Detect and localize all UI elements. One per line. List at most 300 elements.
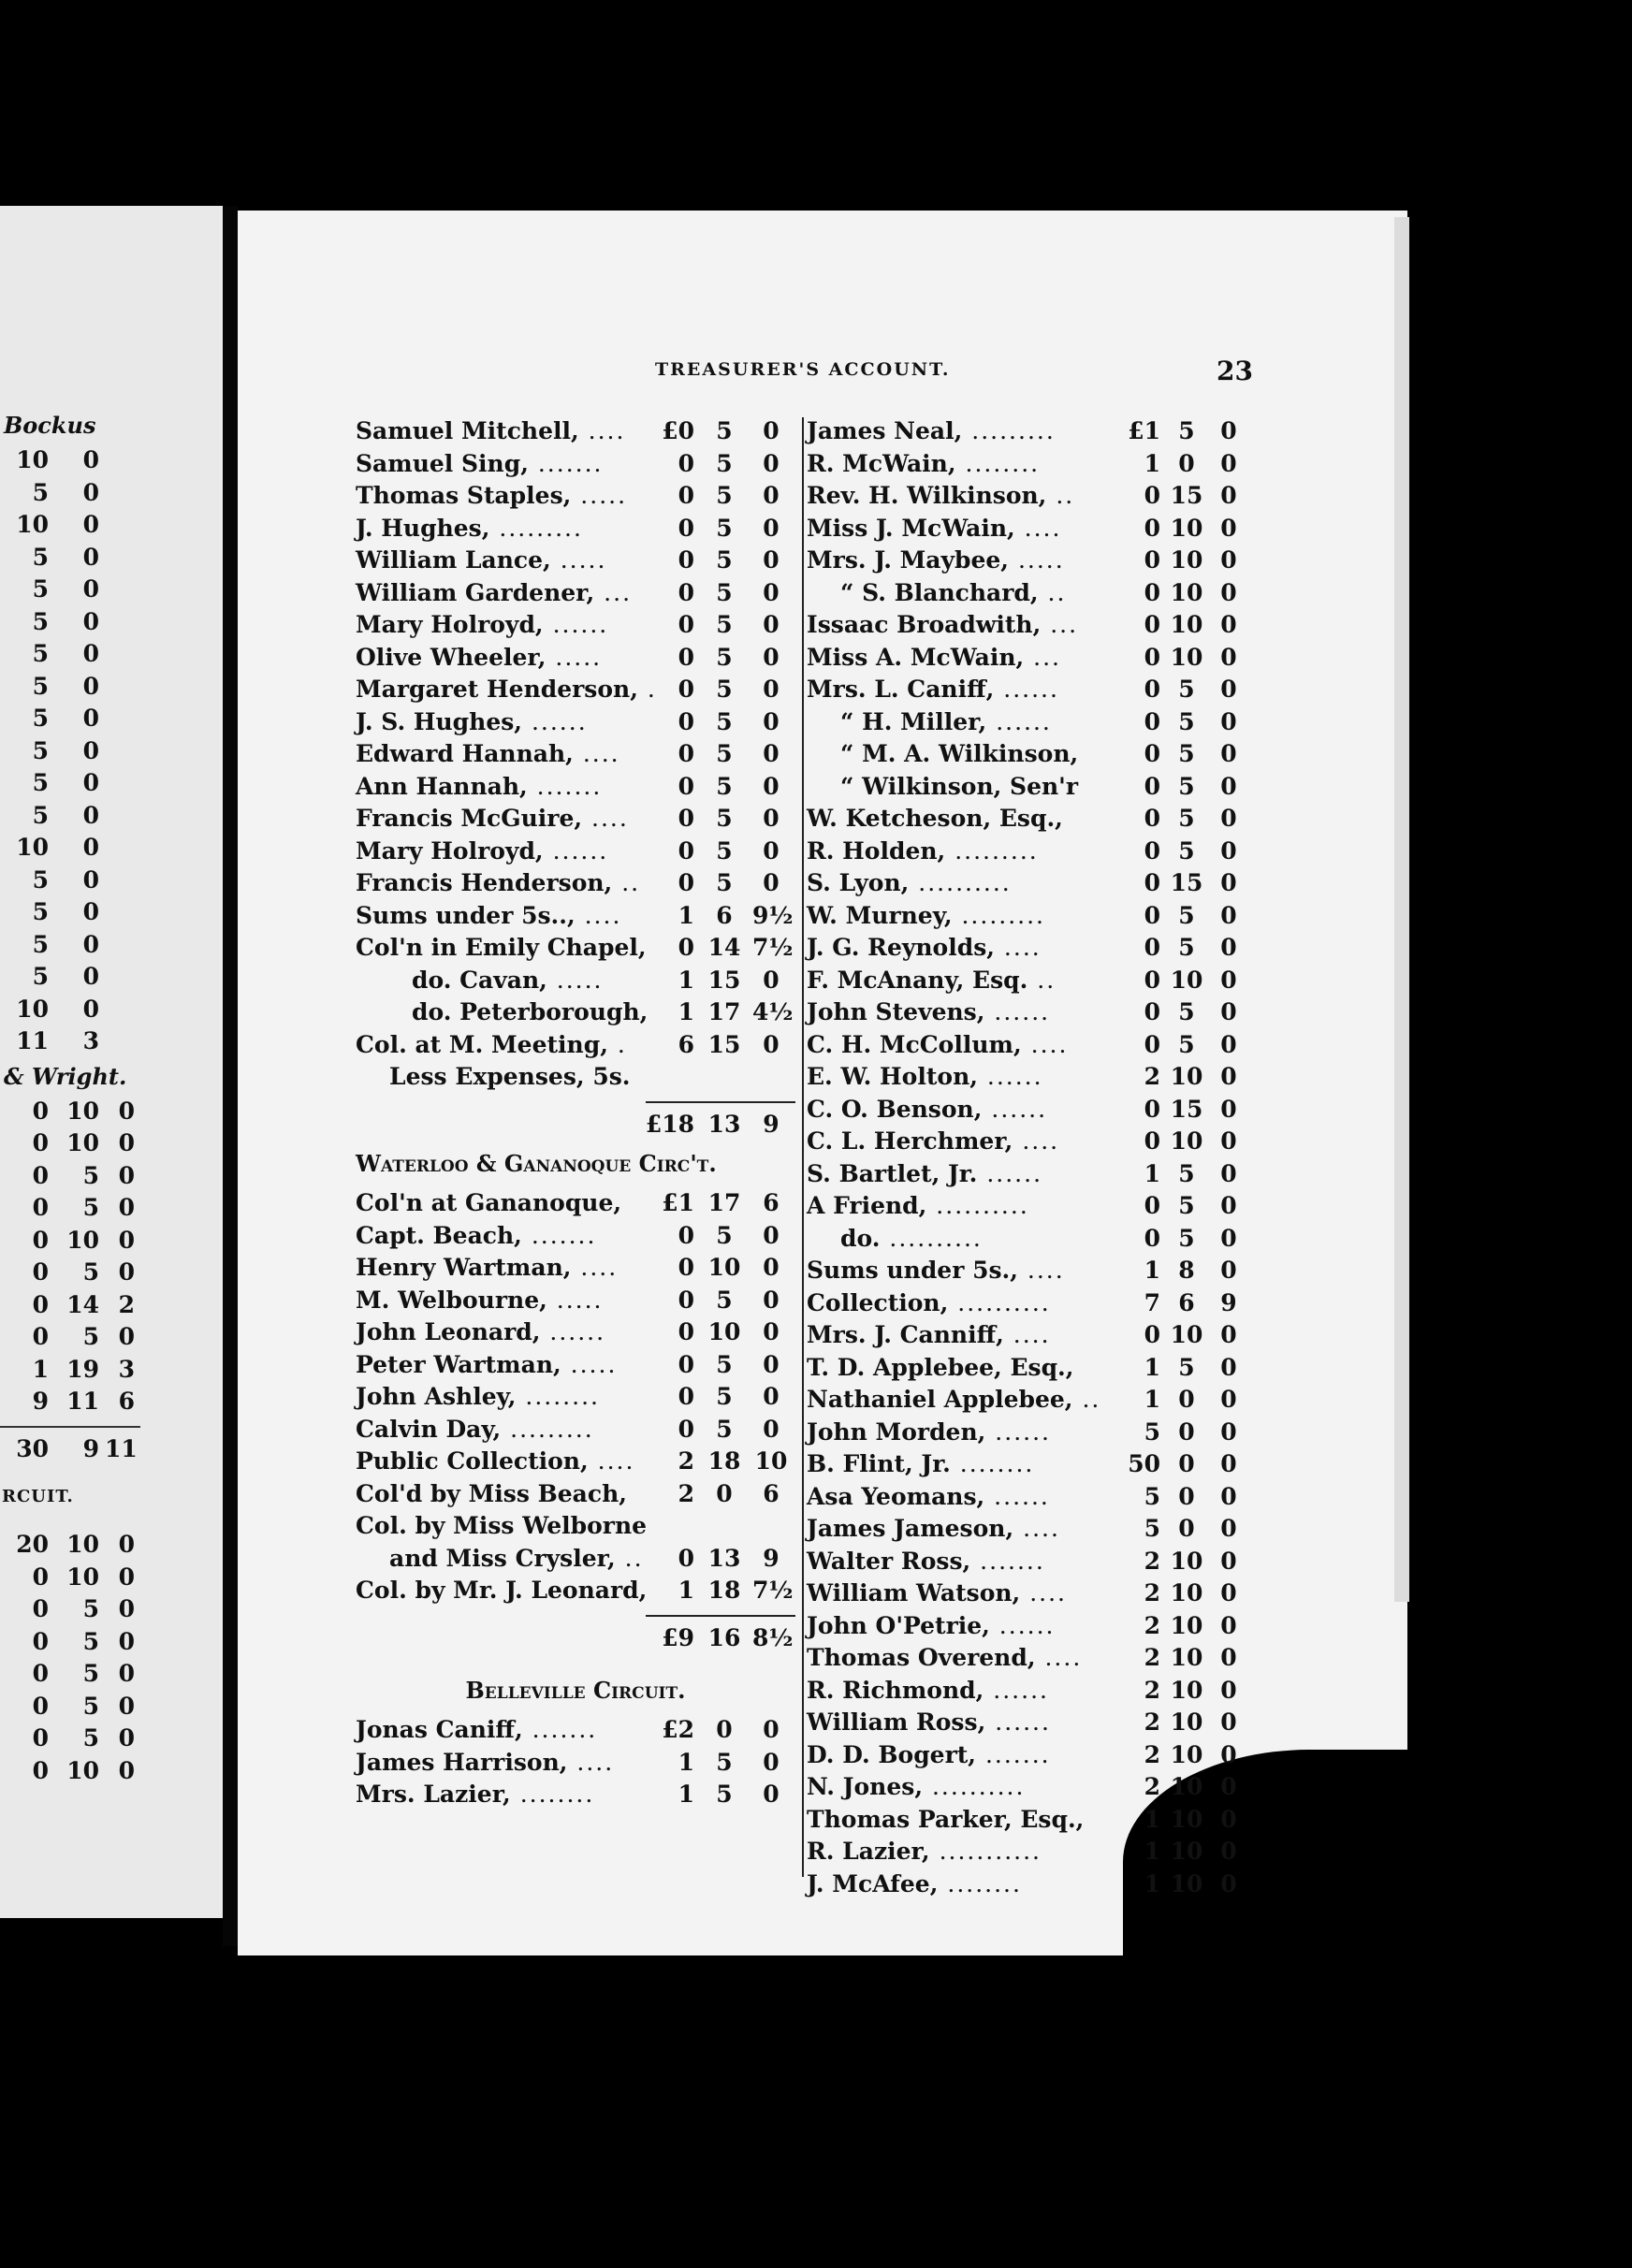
- donor-row: [356, 1714, 795, 1747]
- left-page-amount: 0: [32, 1258, 49, 1286]
- dot-leader: .........: [962, 417, 1056, 444]
- left-page-amount: 0: [82, 995, 99, 1023]
- page-edge-shadow: [1394, 217, 1409, 1602]
- total-shillings: 13: [707, 1110, 741, 1138]
- amount-pence: 0: [763, 707, 780, 735]
- amount-shillings: 10: [1170, 966, 1203, 994]
- total-pounds: £18: [645, 1110, 694, 1138]
- donor-row: [356, 738, 795, 771]
- donor-name-text: Col. by Mr. J. Leonard,: [356, 1577, 648, 1604]
- amount-pounds: 1: [1144, 1805, 1160, 1833]
- left-page-amount: 0: [118, 1756, 135, 1784]
- left-page-amount: 5: [32, 865, 49, 894]
- amount-pence: 0: [763, 482, 780, 509]
- amount-pounds: 2: [1144, 1579, 1160, 1606]
- left-page-row: [0, 1755, 215, 1788]
- donor-row: [807, 577, 1246, 610]
- amount-pence: 0: [1220, 1321, 1237, 1348]
- amount-pence: 0: [1220, 1353, 1237, 1381]
- left-page-amount: 0: [32, 1724, 49, 1752]
- amount-pounds: 0: [1144, 611, 1160, 638]
- left-page-row: [0, 1127, 215, 1160]
- amount-pence: 0: [763, 869, 780, 896]
- amount-pence: 0: [1220, 1611, 1237, 1639]
- left-page-row: [0, 1289, 215, 1322]
- amount-pence: 4½: [752, 998, 794, 1025]
- amount-pounds: 0: [678, 482, 694, 509]
- left-page-amount: 14: [66, 1290, 99, 1318]
- donor-name-text: James Jameson,: [807, 1515, 1014, 1542]
- amount-pounds: 50: [1128, 1450, 1160, 1477]
- amount-pounds: 2: [678, 1447, 694, 1475]
- amount-shillings: 0: [1178, 1386, 1195, 1413]
- amount-pounds: 0: [1144, 1192, 1160, 1219]
- donor-row: [356, 1381, 795, 1414]
- amount-shillings: 8: [1178, 1257, 1195, 1284]
- donor-name: [356, 1349, 617, 1382]
- book-gutter: [223, 206, 238, 1946]
- left-page-amount: 20: [16, 1531, 49, 1558]
- left-page-amount: 0: [32, 1161, 49, 1189]
- donor-name: [356, 900, 621, 933]
- amount-shillings: 10: [1170, 1644, 1203, 1671]
- donor-name: [807, 1255, 1065, 1287]
- amount-pounds: 1: [678, 1748, 694, 1776]
- donor-name: [356, 1543, 644, 1576]
- left-page-row: [0, 638, 215, 671]
- amount-pounds: 2: [1144, 1063, 1160, 1090]
- page-number: 23: [1217, 356, 1253, 386]
- amount-shillings: 5: [716, 1350, 733, 1378]
- left-page-row: [0, 703, 215, 735]
- amount-pounds: 0: [1144, 514, 1160, 542]
- amount-pounds: 0: [678, 1318, 694, 1345]
- donor-row: [807, 1352, 1246, 1385]
- donor-name: [356, 1414, 594, 1447]
- amount-pounds: 0: [1144, 482, 1160, 509]
- donor-name: [807, 771, 1078, 804]
- dot-leader: ....: [575, 901, 622, 929]
- donor-name-text: N. Jones,: [807, 1773, 924, 1800]
- donor-row: [807, 1094, 1246, 1127]
- donor-name: [356, 1061, 631, 1094]
- left-page-amount: 0: [32, 1226, 49, 1254]
- donor-row: [807, 1610, 1246, 1643]
- donor-name-text: Mrs. L. Caniff,: [807, 676, 995, 703]
- amount-pounds: 0: [1144, 676, 1160, 703]
- dot-leader: ........: [950, 1450, 1035, 1477]
- donor-name: [807, 706, 1052, 739]
- donor-row: [356, 1252, 795, 1285]
- donor-row: [807, 1417, 1246, 1449]
- donor-name: [807, 1319, 1051, 1352]
- donor-name: [807, 1126, 1059, 1158]
- amount-shillings: 15: [1170, 869, 1203, 896]
- total-pounds: £9: [662, 1623, 694, 1651]
- amount-pence: 0: [1220, 1869, 1237, 1897]
- amount-pounds: 1: [678, 1577, 694, 1604]
- donor-row: [356, 577, 795, 610]
- donor-name: [356, 1285, 604, 1317]
- amount-pounds: 0: [1144, 578, 1160, 606]
- left-page-amount: 0: [82, 672, 99, 700]
- left-page-total-pence: 11: [105, 1434, 138, 1462]
- left-page-row: [0, 1354, 215, 1387]
- amount-shillings: 10: [1170, 514, 1203, 542]
- donor-row: [807, 803, 1246, 836]
- amount-pounds: 2: [1144, 1708, 1160, 1736]
- amount-pounds: £1: [1128, 417, 1160, 444]
- amount-pence: 0: [763, 1383, 780, 1410]
- amount-pounds: 0: [678, 1544, 694, 1572]
- amount-pounds: 1: [1144, 1159, 1160, 1187]
- amount-pounds: £2: [662, 1716, 694, 1743]
- amount-pence: 0: [1220, 417, 1237, 444]
- amount-pounds: 0: [678, 707, 694, 735]
- facing-page-left: [0, 206, 223, 1918]
- donor-name-text: Samuel Sing,: [356, 449, 529, 477]
- donor-name: [807, 1771, 1025, 1804]
- amount-pounds: 0: [1144, 707, 1160, 735]
- total-pence: 9: [763, 1110, 780, 1138]
- amount-pence: 0: [763, 611, 780, 638]
- donor-name: [807, 1352, 1073, 1385]
- amount-pence: 0: [1220, 611, 1237, 638]
- left-page-amount: 0: [118, 1097, 135, 1125]
- donor-name: [356, 577, 632, 610]
- amount-pence: 0: [1220, 1030, 1237, 1058]
- donor-name: [807, 1061, 1043, 1094]
- left-page-row: [0, 542, 215, 574]
- donor-name: [356, 836, 608, 868]
- donor-name: [356, 1714, 597, 1747]
- dot-leader: ....: [573, 740, 620, 767]
- dot-leader: ..: [1038, 578, 1067, 606]
- amount-pounds: 0: [678, 1254, 694, 1281]
- amount-pounds: 1: [1144, 1869, 1160, 1897]
- dot-leader: ....: [1021, 1030, 1069, 1058]
- donor-name: [807, 609, 1078, 642]
- dot-leader: ....: [567, 1748, 615, 1776]
- donor-row: [807, 1384, 1246, 1417]
- left-page-row: [0, 832, 215, 865]
- donor-row: [356, 1478, 795, 1511]
- amount-pounds: 0: [678, 546, 694, 574]
- amount-pounds: 2: [1144, 1773, 1160, 1800]
- left-page-amount: 3: [82, 1027, 99, 1054]
- donor-name-text: Peter Wartman,: [356, 1350, 561, 1378]
- left-page-amount: 5: [32, 736, 49, 764]
- donor-name: [807, 1868, 1022, 1901]
- donor-name-text: William Gardener,: [356, 578, 595, 606]
- donor-name-text: W. Murney,: [807, 901, 953, 929]
- left-page-amount: 0: [32, 1194, 49, 1221]
- left-page-row: [0, 444, 215, 477]
- donor-row: [807, 1029, 1246, 1062]
- amount-pence: 0: [1220, 740, 1237, 767]
- left-page-heading-2: & Wright.: [4, 1062, 127, 1090]
- amount-shillings: 0: [1178, 1482, 1195, 1510]
- donor-row: [807, 1739, 1246, 1772]
- dot-leader: ....: [588, 1447, 635, 1475]
- left-page-amount: 10: [66, 1531, 99, 1558]
- donor-row: [807, 1126, 1246, 1158]
- amount-pounds: 1: [678, 966, 694, 994]
- donor-row: [807, 771, 1246, 804]
- amount-shillings: 6: [716, 901, 733, 929]
- donor-row: [356, 674, 795, 706]
- donor-name: [807, 448, 1040, 481]
- left-page-amount: 0: [118, 1660, 135, 1687]
- spacer: [356, 1654, 795, 1667]
- amount-shillings: 5: [716, 707, 733, 735]
- left-page-amount: 0: [118, 1226, 135, 1254]
- left-page-row: [0, 606, 215, 639]
- amount-shillings: 5: [716, 1221, 733, 1249]
- donor-row: [356, 1187, 795, 1220]
- amount-pence: 0: [763, 1350, 780, 1378]
- dot-leader: .......: [527, 772, 603, 800]
- dot-leader: ......: [986, 707, 1052, 735]
- amount-shillings: 5: [1178, 998, 1195, 1025]
- donor-row: [356, 965, 795, 997]
- left-page-amount: 0: [32, 1097, 49, 1125]
- amount-pounds: 2: [1144, 1676, 1160, 1704]
- donor-name-text: Jonas Caniff,: [356, 1716, 523, 1743]
- amount-pence: 0: [1220, 1740, 1237, 1768]
- dot-leader: ......: [984, 1676, 1049, 1704]
- donor-name: [356, 513, 583, 545]
- donor-name: [356, 803, 629, 836]
- amount-shillings: 5: [716, 449, 733, 477]
- spacer: [0, 1516, 215, 1529]
- donor-name-text: Mrs. J. Canniff,: [807, 1321, 1004, 1348]
- left-page-amount: 5: [82, 1258, 99, 1286]
- amount-shillings: 10: [1170, 1321, 1203, 1348]
- donor-name: [807, 642, 1061, 675]
- amount-pence: 0: [763, 676, 780, 703]
- amount-pence: 0: [763, 578, 780, 606]
- dot-leader: .........: [501, 1415, 594, 1443]
- amount-pence: 0: [1220, 1805, 1237, 1833]
- amount-shillings: 14: [707, 934, 741, 961]
- donor-name: [807, 415, 1056, 448]
- donor-row: [807, 513, 1246, 545]
- left-page-amount: 0: [118, 1194, 135, 1221]
- amount-shillings: 5: [716, 836, 733, 865]
- left-page-row: [0, 896, 215, 929]
- amount-pence: 0: [1220, 1773, 1237, 1800]
- amount-pence: 0: [763, 1318, 780, 1345]
- donor-name-text: Col. by Miss Welborne: [356, 1512, 648, 1539]
- amount-pence: 0: [1220, 1708, 1237, 1736]
- donor-name-text: Sums under 5s.,: [807, 1257, 1018, 1284]
- donor-row: [356, 1446, 795, 1478]
- amount-pence: 0: [1220, 772, 1237, 800]
- donor-row: [807, 706, 1246, 739]
- donor-name: [807, 867, 1012, 900]
- amount-pence: 0: [1220, 707, 1237, 735]
- left-page-amount: 0: [82, 511, 99, 538]
- donor-row: [356, 1316, 795, 1349]
- left-page-amount: 0: [82, 446, 99, 473]
- amount-pence: 0: [1220, 1450, 1237, 1477]
- donor-name: [807, 1836, 1042, 1868]
- amount-shillings: 10: [1170, 1611, 1203, 1639]
- amount-shillings: 5: [716, 740, 733, 767]
- dot-leader: .....: [571, 482, 628, 509]
- dot-leader: ........: [938, 1869, 1022, 1897]
- amount-pounds: 0: [1144, 546, 1160, 574]
- donor-name: [356, 642, 602, 675]
- dot-leader: ..........: [926, 1192, 1029, 1219]
- dot-leader: ......: [522, 707, 588, 735]
- donor-name: [807, 1481, 1050, 1514]
- donor-name-text: “ H. Miller,: [840, 707, 987, 735]
- amount-shillings: 5: [716, 1286, 733, 1314]
- donor-list-c: [356, 1714, 795, 1811]
- total-shillings: 16: [707, 1623, 741, 1651]
- dot-leader: .........: [489, 514, 583, 542]
- donor-row: [807, 642, 1246, 675]
- amount-pence: 0: [1220, 998, 1237, 1025]
- donor-name: [356, 1187, 621, 1220]
- donor-name: [807, 1190, 1029, 1223]
- amount-shillings: 5: [1178, 676, 1195, 703]
- left-page-rows-2: [0, 1096, 215, 1418]
- left-page-amount: 5: [82, 1660, 99, 1687]
- amount-pence: 7½: [752, 1577, 794, 1604]
- donor-name-text: Col'd by Miss Beach,: [356, 1479, 627, 1507]
- donor-name: [356, 1316, 605, 1349]
- left-page-amount: 5: [32, 963, 49, 990]
- left-page-amount: 5: [32, 640, 49, 667]
- amount-shillings: 10: [707, 1318, 741, 1345]
- amount-pence: 0: [1220, 1127, 1237, 1155]
- amount-pounds: 0: [1144, 1127, 1160, 1155]
- left-page-amount: 0: [82, 834, 99, 861]
- dot-leader: ......: [543, 611, 609, 638]
- dot-leader: .....: [546, 1286, 604, 1314]
- left-page-amount: 10: [16, 995, 49, 1023]
- left-page-amount: 0: [32, 1756, 49, 1784]
- amount-shillings: 5: [1178, 1192, 1195, 1219]
- donor-name-text: William Watson,: [807, 1579, 1021, 1606]
- amount-pence: 0: [1220, 1579, 1237, 1606]
- donor-name-text: C. O. Benson,: [807, 1095, 983, 1123]
- amount-shillings: 5: [1178, 805, 1195, 832]
- donor-name: [807, 1804, 1084, 1837]
- donor-row: [356, 1414, 795, 1447]
- donor-name: [356, 415, 625, 448]
- left-page-amount: 5: [32, 898, 49, 925]
- left-page-row: [0, 477, 215, 510]
- donor-row: [356, 771, 795, 804]
- donor-row: [807, 1448, 1246, 1481]
- column-divider: [802, 417, 804, 1877]
- donor-name-text: Henry Wartman,: [356, 1254, 572, 1281]
- amount-pounds: 0: [1144, 1030, 1160, 1058]
- donor-name-text: Issaac Broadwith,: [807, 611, 1042, 638]
- amount-shillings: 5: [1178, 934, 1195, 961]
- donor-name: [807, 900, 1045, 933]
- donor-name: [807, 1158, 1042, 1191]
- amount-pence: 9: [1220, 1288, 1237, 1316]
- amount-shillings: 5: [716, 417, 733, 444]
- section-heading-belleville: Belleville Circuit.: [465, 1677, 686, 1704]
- left-page-amount: 5: [32, 769, 49, 796]
- amount-pence: 0: [763, 417, 780, 444]
- donor-name: [807, 1610, 1056, 1643]
- donor-row: [356, 480, 795, 513]
- amount-shillings: 10: [1170, 546, 1203, 574]
- amount-shillings: 10: [1170, 643, 1203, 671]
- dot-leader: ......: [985, 1418, 1051, 1446]
- amount-pence: 0: [1220, 1159, 1237, 1187]
- amount-shillings: 5: [1178, 740, 1195, 767]
- amount-pounds: 2: [1144, 1547, 1160, 1575]
- donor-name-text: Less Expenses, 5s.: [389, 1063, 631, 1090]
- amount-pence: 7½: [752, 934, 794, 961]
- donor-list-a: [356, 415, 795, 1094]
- left-page-amount: 19: [66, 1355, 99, 1383]
- amount-pence: 0: [763, 1748, 780, 1776]
- amount-pounds: 0: [678, 1286, 694, 1314]
- left-page-row: [0, 509, 215, 542]
- donor-name: [356, 1747, 614, 1780]
- donor-row: [807, 448, 1246, 481]
- donor-row: [356, 545, 795, 577]
- donor-name: [356, 480, 627, 513]
- amount-pounds: 1: [1144, 1353, 1160, 1381]
- subtotal-row: [356, 1109, 795, 1141]
- left-page-amount: 0: [118, 1563, 135, 1591]
- donor-name-text: Thomas Parker, Esq.,: [807, 1805, 1085, 1833]
- donor-name: [356, 1446, 634, 1478]
- amount-pounds: 0: [1144, 901, 1160, 929]
- left-page-amount: 5: [32, 575, 49, 603]
- amount-pounds: 0: [1144, 772, 1160, 800]
- amount-pounds: £0: [662, 417, 694, 444]
- donor-name-text: “ M. A. Wilkinson,: [840, 740, 1079, 767]
- donor-name: [356, 932, 647, 965]
- amount-pence: 0: [1220, 643, 1237, 671]
- donor-row: [356, 803, 795, 836]
- donor-row: [356, 513, 795, 545]
- donor-name-text: Mary Holroyd,: [356, 836, 544, 865]
- donor-name: [807, 1513, 1060, 1546]
- account-column-1: [356, 415, 795, 1811]
- amount-shillings: 5: [1178, 1353, 1195, 1381]
- dot-leader: ........: [516, 1383, 600, 1410]
- donor-row: [807, 1675, 1246, 1708]
- left-page-row: [0, 574, 215, 606]
- left-page-amount: 0: [118, 1692, 135, 1720]
- donor-name-text: Asa Yeomans,: [807, 1482, 985, 1510]
- dot-leader: ......: [989, 1611, 1056, 1639]
- dot-leader: .......: [970, 1547, 1045, 1575]
- amount-pence: 0: [763, 546, 780, 574]
- amount-pounds: 6: [678, 1030, 694, 1058]
- donor-row: [356, 706, 795, 739]
- donor-row: [356, 1029, 795, 1062]
- donor-row: [356, 900, 795, 933]
- left-page-amount: 0: [118, 1724, 135, 1752]
- left-page-amount: 5: [82, 1323, 99, 1350]
- left-page-amount: 10: [16, 511, 49, 538]
- donor-name: [356, 706, 588, 739]
- dot-leader: ....: [571, 1254, 619, 1281]
